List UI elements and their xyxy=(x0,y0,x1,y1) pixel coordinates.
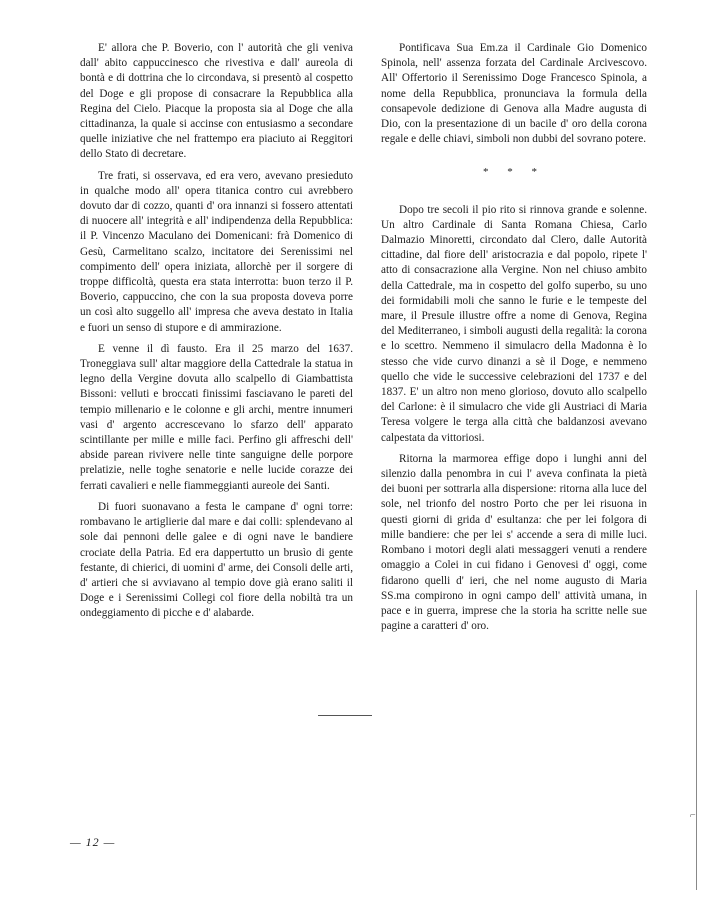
paragraph: Tre frati, si osservava, ed era vero, avevano presieduto in qualche modo all' opera titanica contro cui avrebbero dovuto dar di cozzo, quanti d' ora innanzi si fossero attentati di nuocere all' integrità e all' indipendenza della Repubblica: il P. Vincenzo Maculano dei Domenicani: frà Domenico di Gesù, Carmelitano scalzo, incitatore dei Serenissimi nel compimento dell' opera iniziata, allorchè per il sorgere di troppe difficoltà, questa era stata interrotta: buon terzo il P. Boverio, cappuccino, che con la sua proposta doveva porre un così alto suggello all' impresa che aveva destato in Italia e fuori un senso di stupore e di ammirazione. xyxy=(80,169,353,334)
paragraph: Ritorna la marmorea effige dopo i lunghi anni del silenzio dalla penombra in cui l' aveva confinata la pietà dei buoni per sottrarla alla dispersione: ritorna alla luce del sole, nel trionfo del nostro Porto che per lei risuona in questi giorni di grida d' esultanza: che per lei folgora di mille bandiere: che per lei s' accende a sera di mille luci. Rombano i motori degli alati messaggeri venuti a rendere omaggio a Colei in cui fidano i Genovesi d' oggi, come fidarono quelli d' ieri, che nel nome augusto di Maria SS.ma compirono in ogni campo dell' attività umana, in pace e in guerra, imprese che la storia ha scritte nelle sue pagine a caratteri d' oro. xyxy=(381,452,647,633)
paragraph: E' allora che P. Boverio, con l' autorità che gli veniva dall' abito cappuccinesco che rivestiva e dall' aureola di bontà e di dottrina che lo circondava, si presentò al cospetto del Doge e gli propose di consacrare la Repubblica alla Regina del Cielo. Piacque la proposta sia al Doge che alla cittadinanza, la quale si accinse con entusiasmo a secondare quelle iniziative che nel frattempo era piaciuto ai Reggitori dello Stato di decretare. xyxy=(80,42,353,161)
left-text-column xyxy=(80,41,353,622)
end-rule xyxy=(318,715,372,716)
paragraph: E venne il dì fausto. Era il 25 marzo del 1637. Troneggiava sull' altar maggiore della Cattedrale la statua in legno della Vergine dovuta allo scalpello di Giambattista Bissoni: velluti e broccati finissimi fasciavano le pareti del tempio millenario e le colonne e gli archi, mentre innumeri vasi d' argento accrescevano lo sfarzo dell' apparato scintillante per mille e mille faci. Perfino gli affreschi dell' abside parean rivivere nelle tinte sanguigne delle porpore prelatizie, nelle toghe senatorie e nelle lucide corazze dei ferrati cavalieri e nelle fiammeggianti aureole dei Santi. xyxy=(80,342,353,492)
paragraph: Di fuori suonavano a festa le campane d' ogni torre: rombavano le artiglierie dal mare e dai colli: splendevano al sole dai pennoni delle galee e di ogni nave le bandiere crociate della Patria. Ed era dappertutto un brusìo di gente festante, di chierici, di uomini d' arme, dei Consoli delle arti, d' artieri che si avviavano al tempio dove già erano saliti il Doge e i Serenissimi Collegi col fiore della nobiltà tra un ondeggiamento di picche e d' alabarde. xyxy=(80,500,353,620)
page-number: — 12 — xyxy=(70,835,116,849)
section-separator: * * * xyxy=(483,166,545,179)
scan-edge-mark: ⌐ xyxy=(690,810,696,821)
scan-edge-line xyxy=(696,590,697,890)
paragraph: Dopo tre secoli il pio rito si rinnova grande e solenne. Un altro Cardinale di Santa Romana Chiesa, Carlo Dalmazio Minoretti, circondato dal Clero, dalle Autorità cittadine, dal fiore dell' aristocrazia e dal popolo, ripete l' atto di consacrazione alla Vergine. Non nel chiuso ambito della Cattedrale, ma in cospetto del golfo superbo, su uno dei formidabili moli che sanno le furie e le tempeste del mare, il Presule illustre offre a nome di Genova, Regina del Mediterraneo, i simboli augusti della regalità: la corona e lo scettro. Nemmeno il simulacro della Madonna è lo stesso che vide curvo dinanzi a sè il Doge, e nemmeno quello che vide le successive celebrazioni del 1737 e del 1837. E' un altro non meno glorioso, dovuto allo scalpello del Carlone: è il simulacro che vide gli Austriaci di Maria Teresa volgere le terga alla città che baldanzosi avevano calpestata da vittoriosi. xyxy=(381,203,647,444)
paragraph: Pontificava Sua Em.za il Cardinale Gio Domenico Spinola, nell' assenza forzata del Cardinale Arcivescovo. All' Offertorio il Serenissimo Doge Francesco Spinola, a nome della Repubblica, pronunciava la formula della consapevole dedizione di Genova alla Madre augusta di Dio, con la presentazione di un bacile d' oro della corona regale e delle chiavi, simboli non dubbi del sovrano potere. xyxy=(381,42,647,146)
right-text-column xyxy=(381,41,647,634)
